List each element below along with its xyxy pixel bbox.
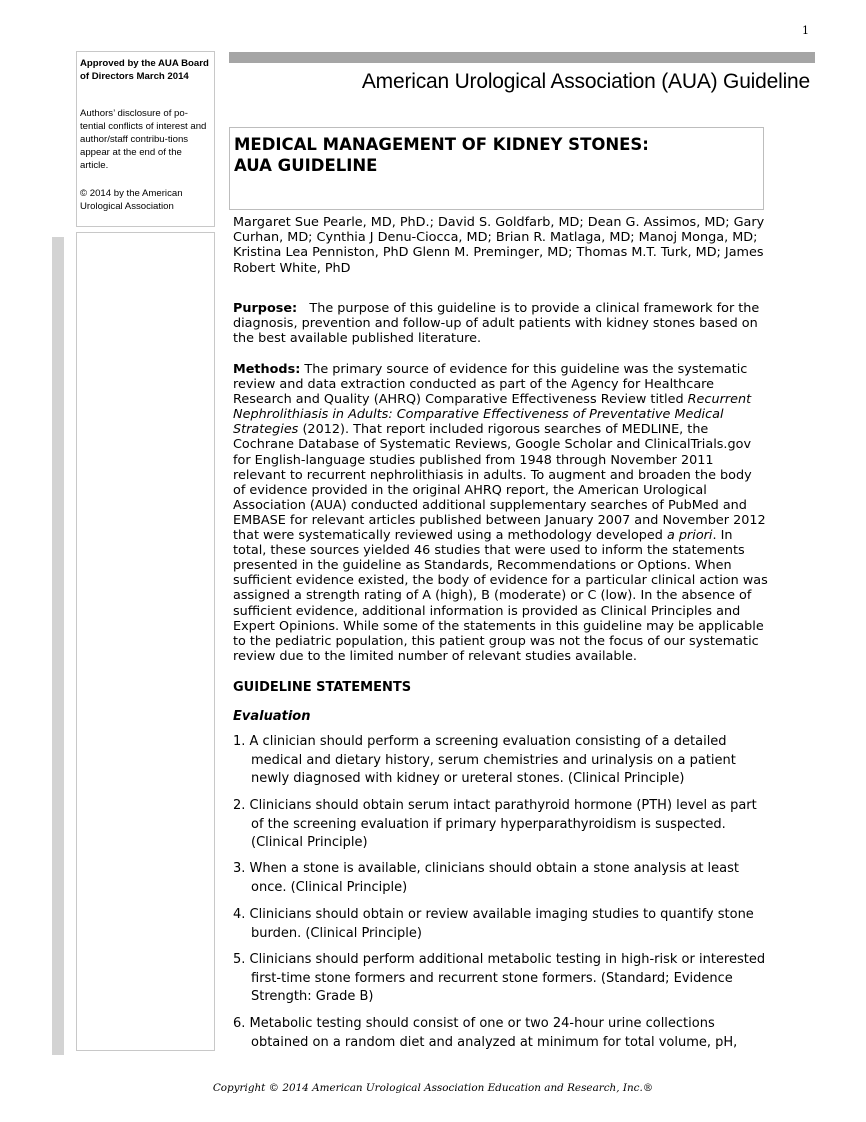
statement-item: 4. Clinicians should obtain or review available imaging studies to quantify stone burden. (Clinical Principle) <box>233 907 754 941</box>
page-number: 1 <box>802 24 809 37</box>
evaluation-heading: Evaluation <box>233 709 311 724</box>
methods-label: Methods: <box>233 362 301 377</box>
statement-item: 3. When a stone is available, clinicians should obtain a stone analysis at least once. (Clinical Principle) <box>233 861 739 895</box>
document-title <box>234 134 649 176</box>
methods-text-3: . In total, these sources yielded 46 studies that were used to inform the statements presented in the guideline as Standards, Recommendations or Options. When sufficient evidence existed, the body of evidence for a particular clinical action was assigned a strength rating of A (high), B (moderate) or C (low). In the absence of sufficient evidence, additional information is provided as Clinical Principles and Expert Opinions. While some of the statements in this guideline may be applicable to the pediatric population, this patient group was not the focus of our systematic review due to the limited number of relevant studies available. <box>233 528 768 664</box>
sidebar-gray-bar <box>52 237 64 1055</box>
guideline-statements-heading: GUIDELINE STATEMENTS <box>233 680 412 695</box>
approval-note: Approved by the AUA Board of Directors March 2014 <box>80 58 209 82</box>
statement-item: 6. Metabolic testing should consist of one or two 24-hour urine collections obtained on a random diet and analyzed at minimum for total volume, pH, <box>233 1016 738 1050</box>
header-title: American Urological Association (AUA) Guideline <box>361 70 810 93</box>
header-bar <box>229 52 815 63</box>
methods-text-2: (2012). That report included rigorous searches of MEDLINE, the Cochrane Database of Systematic Reviews, Google Scholar and ClinicalTrials.gov for English-language studies published from 1948 through November 2011 relevant to recurrent nephrolithiasis in adults. To augment and broaden the body of evidence provided in the original AHRQ report, the American Urological Association (AUA) conducted additional supplementary searches of PubMed and EMBASE for relevant articles published between January 2007 and November 2012 that were systematically reviewed using a methodology developed <box>233 422 766 544</box>
purpose-text: The purpose of this guideline is to provide a clinical framework for the diagnosis, prevention and follow-up of adult patients with kidney stones based on the best available published literature. <box>233 301 760 347</box>
methods-report-title: Recurrent Nephrolithiasis in Adults: Comparative Effectiveness of Preventative Medical Strategies <box>233 392 752 438</box>
author-list: Margaret Sue Pearle, MD, PhD.; David S. Goldfarb, MD; Dean G. Assimos, MD; Gary Curhan, MD; Cynthia J Denu-Ciocca, MD; Brian R. Matlaga, MD; Manoj Monga, MD; Kristina Lea Penniston, PhD Glenn M. Preminger, MD; Thomas M.T. Turk, MD; James Robert White, PhD <box>233 215 765 276</box>
footer-copyright: Copyright © 2014 American Urological Association Education and Research, Inc.® <box>212 1082 654 1094</box>
sidebar-empty-box <box>76 232 215 1051</box>
methods-a-priori: a priori <box>666 528 713 544</box>
statement-item: 5. Clinicians should perform additional metabolic testing in high-risk or interested first-time stone formers and recurrent stone formers. (Standard; Evidence Strength: Grade B) <box>233 952 766 1004</box>
statement-item: 1. A clinician should perform a screening evaluation consisting of a detailed medical and dietary history, serum chemistries and urinalysis on a patient newly diagnosed with kidney or ureteral stones. (Clinical Principle) <box>233 734 736 786</box>
sidebar-copyright: © 2014 by the American Urological Association <box>80 188 183 212</box>
methods-text-1: The primary source of evidence for this guideline was the systematic review and data extraction conducted as part of the Agency for Healthcare Research and Quality (AHRQ) Comparative Effectiveness Review titled <box>233 362 748 408</box>
purpose-paragraph <box>233 301 768 346</box>
disclosure-note: Authors’ disclosure of po-tential conflicts of interest and author/staff contribu-tions appear at the end of the article. <box>80 108 207 171</box>
statement-item: 2. Clinicians should obtain serum intact parathyroid hormone (PTH) level as part of the screening evaluation if primary hyperparathyroidism is suspected. (Clinical Principle) <box>233 798 757 850</box>
title-line-2: AUA GUIDELINE <box>234 156 378 175</box>
title-line-1: MEDICAL MANAGEMENT OF KIDNEY STONES: <box>234 135 649 154</box>
methods-paragraph <box>233 362 768 664</box>
purpose-label: Purpose: <box>233 301 298 316</box>
